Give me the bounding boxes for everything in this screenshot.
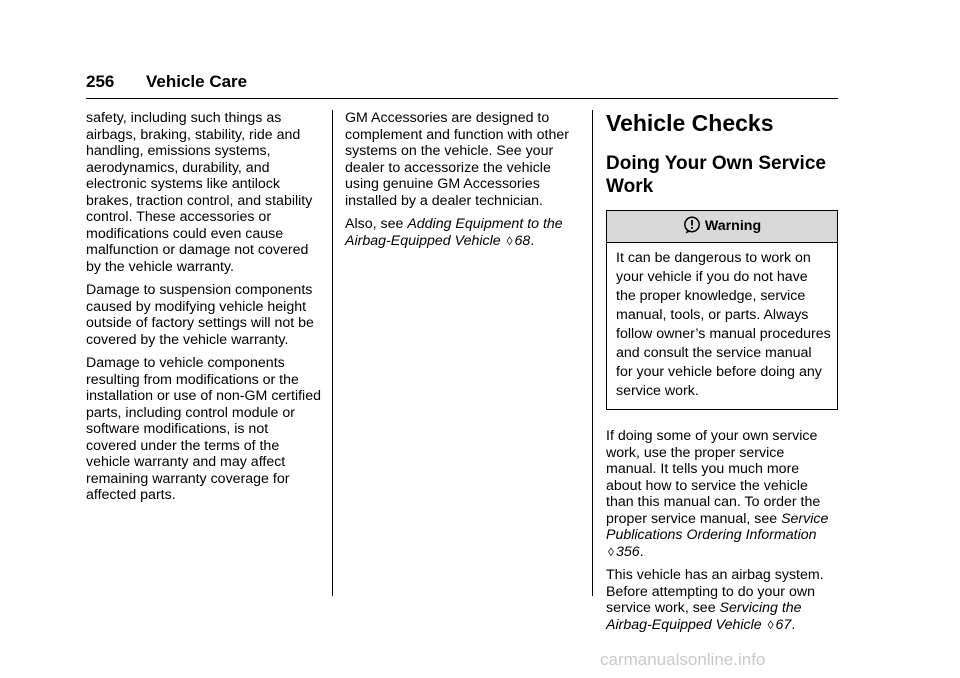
paragraph	[345, 216, 581, 249]
column-divider	[332, 110, 333, 596]
text: .	[791, 616, 796, 633]
cross-reference-link[interactable]: Adding Equipment to the Airbag-Equipped Vehicle	[345, 216, 563, 249]
column-middle	[345, 110, 581, 256]
column-right	[606, 110, 838, 640]
text: .	[639, 543, 644, 560]
page-number: 256	[86, 72, 115, 91]
page-header	[86, 72, 838, 99]
page-reference-icon: ◊	[608, 544, 614, 559]
cross-reference-link[interactable]: Servicing the Airbag-Equipped Vehicle	[606, 600, 802, 633]
cross-reference-link[interactable]: Service Publications Ordering Information	[606, 510, 829, 543]
text: Also, see	[345, 216, 408, 232]
paragraph: Damage to vehicle components resulting from modifications or the installation or use of non-GM certified parts, including control module or software modifications, is not covered under the terms of the vehicle warranty and may affect remaining warranty coverage for affected parts.	[86, 355, 321, 503]
page-reference-icon: ◊	[506, 233, 513, 248]
page-reference[interactable]: 68	[514, 232, 531, 249]
column-divider	[592, 110, 593, 596]
page-reference[interactable]: 67	[775, 616, 792, 633]
section-title: Vehicle Care	[146, 72, 248, 91]
page-reference-icon: ◊	[767, 617, 774, 632]
warning-text: It can be dangerous to work on your vehicle if you do not have the proper knowledge, service manual, tools, or parts. Always follow owner’s manual procedures and consult the service manual for your vehicle before doing any service work.	[616, 250, 831, 399]
paragraph: GM Accessories are designed to complement and function with other systems on the vehicle. See your dealer to accessorize the vehicle using genuine GM Accessories installed by a dealer technician.	[345, 110, 569, 209]
watermark: carmanualsonline.info	[600, 650, 766, 669]
text: .	[530, 232, 535, 249]
text: This vehicle has an airbag system. Before attempting to do your own service work, see	[606, 567, 824, 616]
warning-box	[606, 210, 838, 410]
column-left	[86, 110, 322, 511]
paragraph: safety, including such things as airbags, braking, stability, ride and handling, emissions systems, aerodynamics, durability, and electronic systems like antilock brakes, traction control, and stability control. These accessories or modifications could even cause malfunction or damage not covered by the vehicle warranty.	[86, 110, 313, 275]
text: If doing some of your own service work, use the proper service manual. It tells you much more about how to service the vehicle than this manual can. To order the proper service manual, see	[606, 428, 821, 527]
section-heading: Vehicle Checks	[606, 110, 774, 136]
warning-icon	[683, 215, 701, 246]
subsection-heading: Doing Your Own Service Work	[606, 153, 826, 197]
page-reference[interactable]: 356	[615, 543, 640, 560]
warning-label: Warning	[704, 218, 762, 234]
paragraph	[606, 428, 838, 560]
paragraph: Damage to suspension components caused by modifying vehicle height outside of factory settings will not be covered by the vehicle warranty.	[86, 282, 314, 348]
warning-header	[607, 211, 837, 243]
paragraph	[606, 567, 838, 633]
